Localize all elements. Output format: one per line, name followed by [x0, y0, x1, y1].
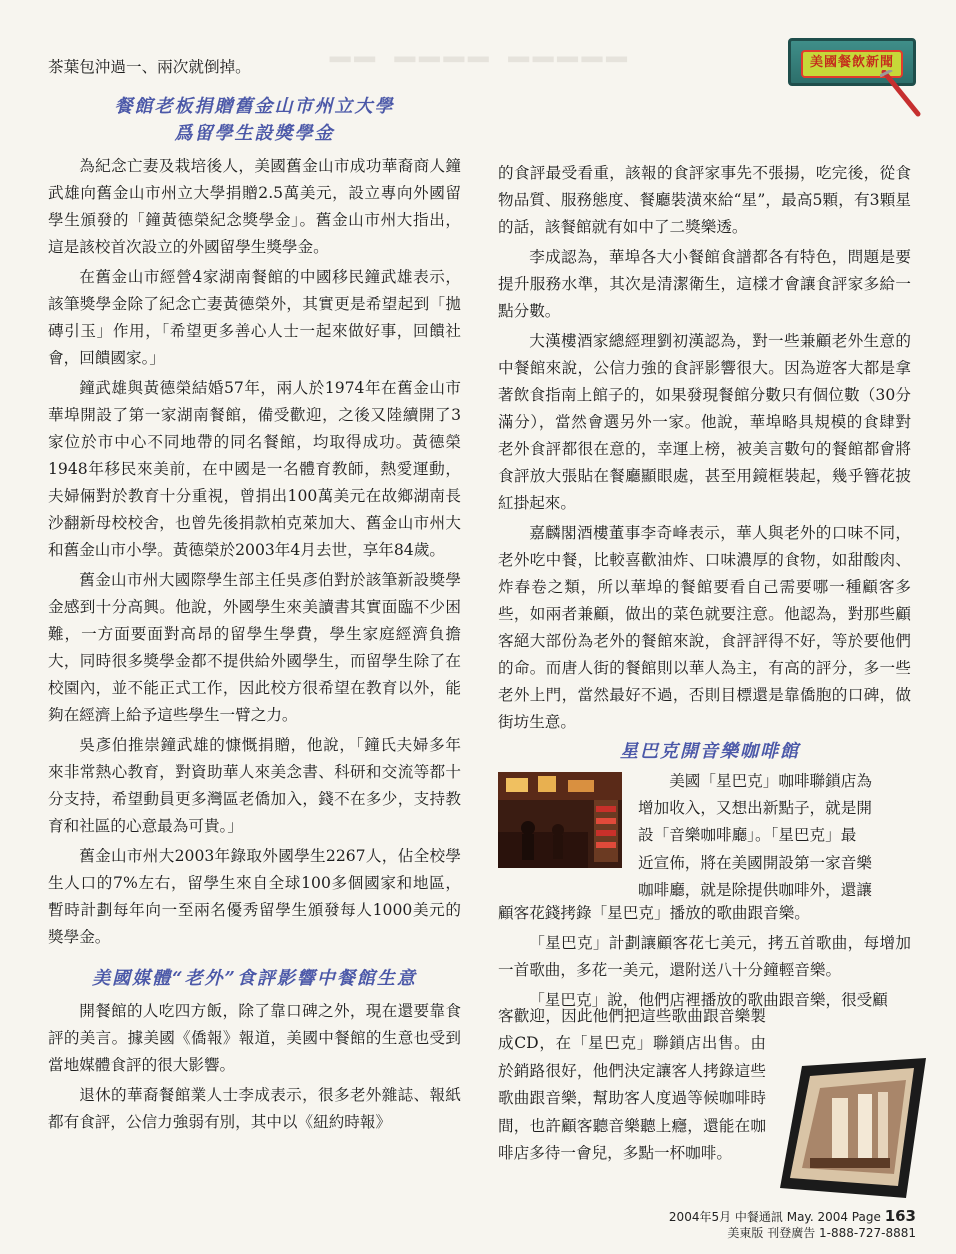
article3-paragraph-continued: 的食評最受看重，該報的食評家事先不張揚，吃完後，從食物品質、服務態度、餐廳裝潢來給“星”，最高5顆，有3顆星的話，該餐館就有如中了二獎樂透。	[498, 164, 911, 236]
article4-paragraph: 客歡迎，因此他們把這些歌曲跟音樂製成CD，在「星巴克」聯鎖店出售。由於銷路很好，他們決定讓客人拷錄這些歌曲跟音樂，幫助客人度過等候咖啡時間，也許顧客聽音樂聽上癮，還能在咖啡店多待一會兒，多點一杯咖啡。	[498, 1007, 766, 1163]
footer-ad: 美東版 刊登廣告 1-888-727-8881	[727, 1226, 916, 1240]
article2-paragraph: 舊金山市州大2003年錄取外國學生2267人，佔全校學生人口的7%左右，留學生來自全球100多個國家和地區，暫時計劃每年向一至兩名優秀留學生頒發每人1000美元的獎學金。	[48, 847, 461, 946]
fork-icon	[880, 70, 926, 120]
article2-title-line1: 餐館老板捐贈舊金山市州立大學	[114, 96, 395, 117]
page-number: 163	[884, 1207, 916, 1225]
article3-paragraph: 李成認為，華埠各大小餐館食譜都各有特色，問題是要提升服務水準，其次是清潔衛生，這樣才會讓食評家多給一點分數。	[498, 248, 911, 320]
article2-paragraph: 鐘武雄與黃德榮結婚57年，兩人於1974年在舊金山市華埠開設了第一家湖南餐館，備受歡迎，之後又陸續開了3家位於市中心不同地帶的同名餐館，均取得成功。黃德榮1948年移民來美前，在中國是一名體育教師，熱愛運動，夫婦倆對於教育十分重視，曾捐出100萬美元在故鄉湖南長沙翻新母校校舍，也曾先後捐款柏克萊加大、舊金山市州大和舊金山市小學。黃德榮於2003年4月去世，享年84歲。	[48, 379, 461, 559]
bleed-through-text: ━━ ━━━━ ━━━━━	[330, 40, 631, 80]
article4-title: 星巴克開音樂咖啡館	[620, 741, 800, 762]
article3-paragraph: 開餐館的人吃四方飯，除了靠口碑之外，現在還要靠食評的美言。據美國《僑報》報道，美國中餐館的生意也受到當地媒體食評的很大影響。	[48, 1002, 461, 1074]
article4-line: 設「音樂咖啡廳」。「星巴克」最	[638, 826, 857, 845]
article2-title	[48, 93, 461, 147]
right-column	[498, 160, 911, 739]
article4-line: 顧客花錢拷錄「星巴克」播放的歌曲跟音樂。	[498, 904, 810, 922]
article2-paragraph: 吳彥伯推崇鐘武雄的慷慨捐贈，他說，「鐘氏夫婦多年來非常熱心教育，對資助華人來美念書、科研和交流等都十分支持，希望動員更多灣區老僑加入，錢不在多少，支持教育和社區的心意最為可貴。」	[48, 736, 461, 835]
article4-paragraph: 「星巴克」說，他們店裡播放的歌曲跟音樂，很受顧	[529, 991, 888, 1009]
article4-line: 近宣佈，將在美國開設第一家音樂	[638, 853, 872, 872]
article4-paragraph: 「星巴克」計劃讓顧客花七美元，拷五首歌曲，每增加一首歌曲，多花一美元，還附送八十分鐘輕音樂。	[498, 934, 911, 979]
article4-line: 增加收入，又想出新點子，就是開	[638, 799, 872, 818]
article4-bottom-text	[498, 1003, 766, 1170]
article4-line: 美國「星巴克」咖啡聯鎖店為	[669, 772, 872, 790]
article4-line: 咖啡廳，就是除提供咖啡外，還讓	[638, 880, 872, 899]
cafe-interior-photo	[498, 772, 622, 868]
article2-paragraph: 舊金山市州大國際學生部主任吳彥伯對於該筆新設獎學金感到十分高興。他說，外國學生來美讀書其實面臨不少困難，一方面要面對高昂的留學生學費，學生家庭經濟負擔大，同時很多獎學金都不提供給外國學生，而留學生除了在校園內，並不能正式工作，因此校方很希望在教育以外，能夠在經濟上給予這些學生一臂之力。	[48, 571, 461, 724]
article1-continuation: 茶葉包沖過一、兩次就倒掉。	[48, 58, 251, 76]
footer-date: 2004年5月 中餐通訊 May. 2004 Page	[668, 1210, 881, 1224]
article2-title-line2: 爲留學生設獎學金	[174, 123, 335, 144]
article3-paragraph: 大漢樓酒家總經理劉初漢認為，對一些兼顧老外生意的中餐館來說，公信力強的食評影響很大。因為遊客大都是拿著飲食指南上館子的，如果發現餐館分數只有個位數（30分滿分），當然會選另外一家。他說，華埠略具規模的食肆對老外食評都很在意的，幸運上榜，被美言數句的餐館都會將食評放大張貼在餐廳顯眼處，甚至用鏡框裝起，幾乎簪花披紅掛起來。	[498, 332, 911, 512]
music-cafe-photo	[780, 1058, 926, 1198]
article3-paragraph: 嘉麟閣酒樓董事李奇峰表示，華人與老外的口味不同，老外吃中餐，比較喜歡油炸、口味濃厚的食物，如甜酸肉、炸春卷之類，所以華埠的餐館要看自己需要哪一種顧客多些，如兩者兼顧，做出的菜色就要注意。他認為，對那些顧客絕大部份為老外的餐館來說，食評評得不好，等於要他們的命。而唐人街的餐館則以華人為主，有高的評分，多一些老外上門，當然最好不過，否則目標還是靠僑胞的口碑，做街坊生意。	[498, 524, 911, 731]
section-badge-label: 美國餐飲新聞	[801, 50, 903, 78]
article2-paragraph: 在舊金山市經營4家湖南餐館的中國移民鐘武雄表示，該筆獎學金除了紀念亡妻黃德榮外，其實更是希望起到「拋磚引玉」作用，「希望更多善心人士一起來做好事，回饋社會，回饋國家。」	[48, 268, 461, 367]
article3-title: 美國媒體“老外”食評影響中餐館生意	[92, 968, 417, 989]
left-column	[48, 54, 461, 1139]
article3-paragraph: 退休的華裔餐館業人士李成表示，很多老外雜誌、報紙都有食評，公信力強弱有別，其中以《紐約時報》	[48, 1086, 461, 1131]
page-footer	[669, 1208, 916, 1241]
article2-paragraph: 為紀念亡妻及栽培後人，美國舊金山市成功華裔商人鐘武雄向舊金山市州立大學捐贈2.5萬美元，設立專向外國留學生頒發的「鐘黃德榮紀念獎學金」。舊金山市州大指出，這是該校首次設立的外國留學生獎學金。	[48, 157, 461, 256]
article4-full-text	[498, 900, 911, 1017]
article4-wrap-text	[638, 768, 911, 904]
